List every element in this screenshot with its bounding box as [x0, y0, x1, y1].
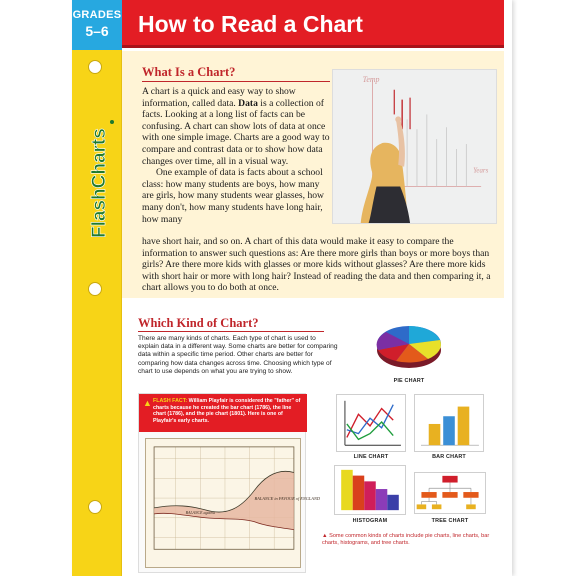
charts-footnote: ▲ Some common kinds of charts include pie charts, line charts, bar charts, histograms, and tree charts.	[322, 533, 490, 546]
playfair-historic-chart	[145, 438, 320, 568]
grade-range: 5–6	[85, 23, 109, 39]
chart-caption: PIE CHART	[393, 378, 425, 384]
section-rule	[142, 81, 330, 82]
svg-text:Temp: Temp	[362, 74, 380, 84]
histogram-image	[334, 465, 406, 515]
section-title: Which Kind of Chart?	[138, 316, 259, 330]
binder-strip	[72, 0, 122, 576]
chart-caption: LINE CHART	[353, 454, 389, 460]
grade-label: GRADES	[72, 9, 122, 21]
line-chart-image	[336, 394, 406, 452]
pie-chart-image	[366, 314, 452, 376]
binder-hole	[88, 282, 102, 296]
svg-text:FlashCharts: FlashCharts	[89, 128, 110, 238]
warning-icon: ▲	[143, 398, 152, 408]
tree-chart-image	[414, 472, 486, 514]
bar-chart-image	[414, 394, 484, 452]
body-text: There are many kinds of charts. Each type of chart is used to explain data in a different way. Some charts are better for comparing data within a specific time period. Other charts are better for comparing how data changes across time. Choosing which type of chart to use depends on what you are trying to show.	[138, 335, 338, 375]
girl-whiteboard-photo	[332, 69, 497, 224]
chart-caption: BAR CHART	[432, 454, 466, 460]
section-rule	[138, 331, 324, 332]
flash-fact-text: FLASH FACT: William Playfair is considered the "father" of charts because he created the bar chart (1786), the line chart (1786), and the pie chart (1801). Here is one of Playfair's early charts.	[153, 398, 301, 424]
section-title: What Is a Chart?	[142, 65, 236, 79]
svg-text:Years: Years	[473, 167, 489, 175]
body-text-continued: have short hair, and so on. A chart of this data would make it easy to compare the information to answer such questions as: Are there more girls than boys or more boys than girls? Are there more kids with glasses or more kids without glasses? Are there more kids with short hair or more with long hair? Instead of reading the data and then comparing it, a chart allows you to do both at once.	[142, 236, 491, 294]
flash-fact-box	[138, 393, 320, 573]
page-header	[122, 0, 504, 48]
chart-caption: TREE CHART	[431, 518, 469, 524]
body-text: A chart is a quick and easy way to show information, called data. Data is a collection of facts. Looking at a long list of facts can be confusing. A chart can show lots of data at once with one simple image. Charts are a good way to compare and contrast data or to show how data changes over time, all in a visual way. One example of data is facts about a school class: how many students are boys, how many are girls, how many students wear glasses, how many don't, how many students have long hair, how many	[142, 86, 330, 225]
binder-hole	[88, 500, 102, 514]
historic-label: BALANCE against	[185, 509, 216, 515]
grade-badge	[72, 0, 122, 50]
section-what-is-a-chart	[122, 51, 504, 298]
section-which-kind	[122, 300, 504, 576]
flashcharts-logo	[72, 112, 122, 242]
flash-fact-banner	[139, 394, 307, 432]
binder-hole	[88, 60, 102, 74]
historic-label: BALANCE in FAVOUR of ENGLAND	[254, 496, 320, 502]
page-title: How to Read a Chart	[138, 11, 363, 37]
chart-caption: HISTOGRAM	[352, 518, 388, 524]
